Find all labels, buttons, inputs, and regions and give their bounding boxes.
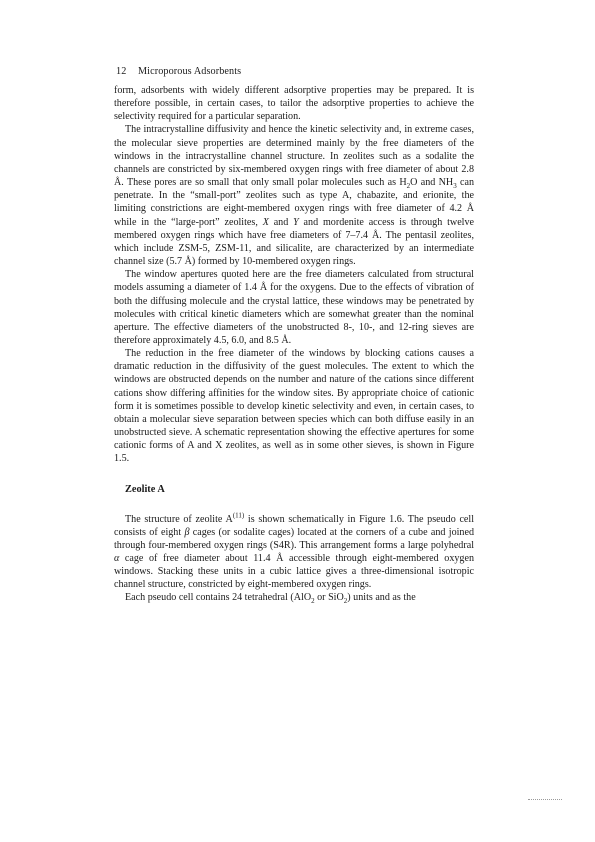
paragraph-pseudo-cell <box>114 591 474 604</box>
subscript: 3 <box>453 182 457 191</box>
paragraph-zeolite-a-structure <box>114 513 474 592</box>
subscript: 2 <box>406 182 411 191</box>
section-heading: Zeolite A <box>125 483 165 495</box>
footer-rule <box>528 799 562 800</box>
text-run: cages (or sodalite cages) located at the corners of a cube and joined through four-membered oxygen rings (S4R). This arrangement forms a large polyhedral <box>114 526 474 551</box>
reference-superscript: (11) <box>232 511 245 520</box>
paragraph-cation-blocking: The reduction in the free diameter of the windows by blocking cations causes a dramatic reduction in the diffusivity of the guest molecules. The extent to which the windows are obstructed depends on the number and nature of the cations since different cations show differing affinities for the window sites. By appropriate choice of cationic form it is sometimes possible to develop kinetic selectivity and even, in certain cases, to obtain a molecular sieve separation between species which can both diffuse easily in an unobstructed sieve. A schematic representation showing the effective apertures for some cationic forms of A and X zeolites, as well as in some other sieves, is shown in Figure 1.5. <box>114 348 474 465</box>
text-run: cage of free diameter about 11.4 Å accessible through eight-membered oxygen windows. Stacking these units in a cubic lattice gives a three-dimensional isotropic channel structure, constricted by eight-membered oxygen rings. <box>114 553 474 591</box>
italic-symbol: X <box>262 216 269 228</box>
text-run: is shown schematically in Figure 1.6. The pseudo cell consists of eight <box>114 513 475 538</box>
italic-symbol: β <box>184 526 190 538</box>
text-run: or SiO <box>314 592 344 604</box>
italic-symbol: Y <box>293 216 299 228</box>
subscript: 2 <box>311 597 315 606</box>
text-run: and mordenite access is through twelve membered oxygen rings which have free diameters of 7–7.4 Å. The pentasil zeolites, which include ZSM-5, ZSM-11, and silicalite, are characterized by an intermediate channel size (5.7 Å) formed by 10-membered oxygen rings. <box>114 216 475 268</box>
text-run: The structure of zeolite A <box>125 513 233 525</box>
text-run: O and NH <box>410 177 454 189</box>
subscript: 2 <box>343 597 348 606</box>
text-run: Each pseudo cell contains 24 tetrahedral (AlO <box>125 592 312 604</box>
paragraph-diffusivity <box>114 123 474 268</box>
running-header <box>116 66 241 78</box>
italic-symbol: α <box>114 553 120 564</box>
body-text <box>114 84 474 605</box>
text-run: The intracrystalline diffusivity and hence the kinetic selectivity and, in extreme cases, the molecular sieve properties are determined mainly by the free diameters of the windows in the intracrystalline channel structure. In zeolites such as a sodalite the channels are constricted by six-membered oxygen rings with free diameter of about 2.8 Å. These pores are so small that only small polar molecules such as H <box>114 124 474 189</box>
text-run: ) units and as the <box>347 592 416 604</box>
running-title: Microporous Adsorbents <box>138 66 242 77</box>
text-run: and <box>268 216 294 228</box>
paragraph-window-apertures: The window apertures quoted here are the free diameters calculated from structural models assuming a diameter of 1.4 Å for the oxygens. Due to the effects of vibration of both the diffusing molecule and the crystal lattice, these windows may be penetrated by molecules with critical kinetic diameters which are somewhat greater than the nominal aperture. The effective diameters of the unobstructed 8-, 10-, and 12-ring sieves are therefore approximately 4.5, 6.0, and 8.5 Å. <box>114 269 474 346</box>
page-number: 12 <box>116 66 127 77</box>
text-run: can penetrate. In the “small-port” zeolites such as type A, chabazite, and erionite, the limiting constrictions are eight-membered oxygen rings with free diameter of 4.2 Å while in the “large-port” zeolites, <box>114 177 475 228</box>
paragraph-continuation: form, adsorbents with widely different adsorptive properties may be prepared. It is therefore possible, in certain cases, to tailor the adsorptive properties to achieve the selectivity required for a particular separation. <box>114 85 474 123</box>
